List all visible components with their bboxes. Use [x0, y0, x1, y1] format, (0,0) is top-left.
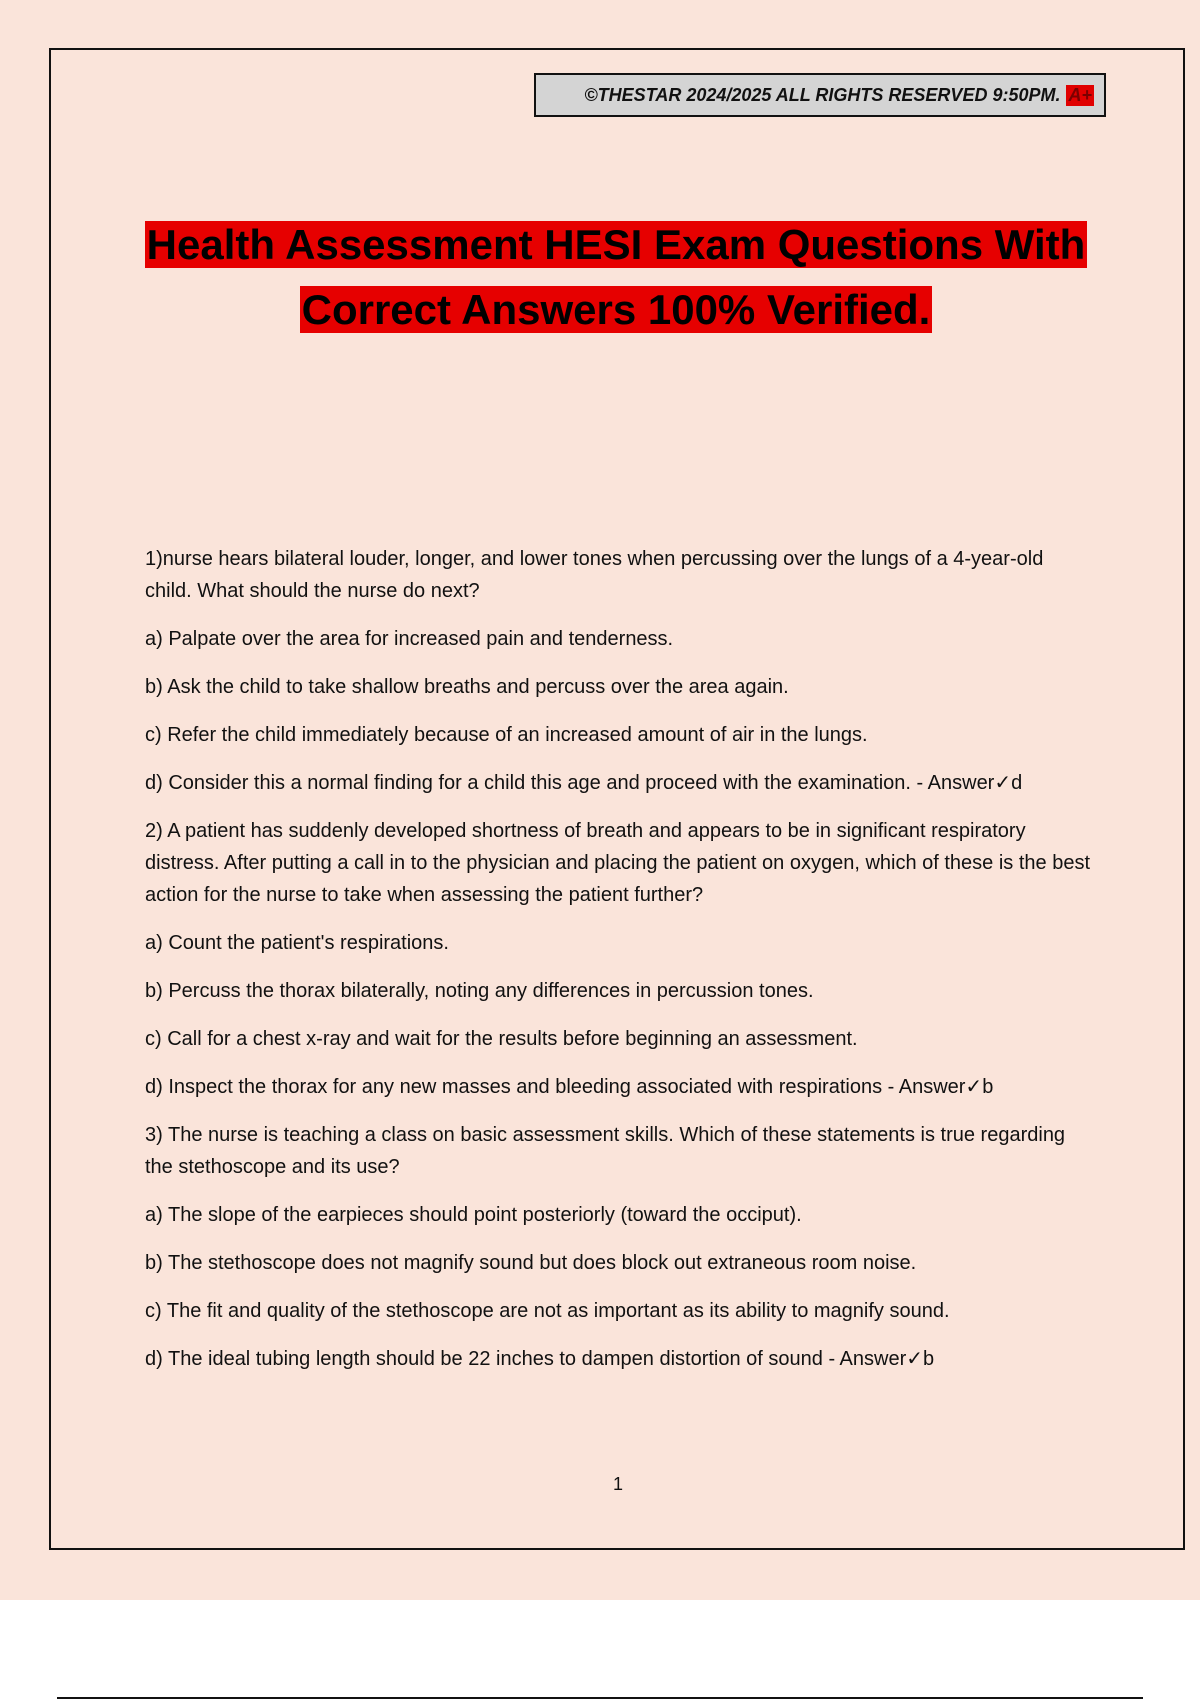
question-3-option-a: a) The slope of the earpieces should point posteriorly (toward the occiput). — [145, 1204, 802, 1226]
copyright-text: ©THESTAR 2024/2025 ALL RIGHTS RESERVED 9:50PM. — [584, 84, 1061, 105]
question-3-option-b: b) The stethoscope does not magnify sound but does block out extraneous room noise. — [145, 1252, 917, 1274]
title-line-2: Correct Answers 100% Verified. — [301, 286, 931, 333]
question-2-option-d: d) Inspect the thorax for any new masses and bleeding associated with respirations - Answer✓b — [145, 1076, 994, 1098]
grade-badge: A+ — [1068, 84, 1092, 105]
question-1-option-a: a) Palpate over the area for increased pain and tenderness. — [145, 628, 674, 650]
question-2-stem: 2) A patient has suddenly developed shortness of breath and appears to be in significant respiratory distress. After putting a call in to the physician and placing the patient on oxygen, which of these is the best action for the nurse to take when assessing the patient further? — [145, 820, 1091, 906]
question-3-option-c: c) The fit and quality of the stethoscope are not as important as its ability to magnify sound. — [145, 1300, 950, 1322]
document-title — [80, 212, 1152, 342]
title-line-1: Health Assessment HESI Exam Questions With — [146, 221, 1086, 268]
footer-divider — [57, 1697, 1143, 1699]
question-3-stem: 3) The nurse is teaching a class on basic assessment skills. Which of these statements is true regarding the stethoscope and its use? — [145, 1124, 1066, 1178]
question-2-option-c: c) Call for a chest x-ray and wait for the results before beginning an assessment. — [145, 1028, 858, 1050]
question-1-stem: 1)nurse hears bilateral louder, longer, and lower tones when percussing over the lungs of a 4-year-old child. What should the nurse do next? — [145, 548, 1044, 602]
copyright-header — [534, 73, 1106, 117]
question-3-option-d: d) The ideal tubing length should be 22 inches to dampen distortion of sound - Answer✓b — [145, 1348, 935, 1370]
question-list — [145, 543, 1095, 1391]
question-1-option-b: b) Ask the child to take shallow breaths and percuss over the area again. — [145, 676, 789, 698]
question-2-option-a: a) Count the patient's respirations. — [145, 932, 449, 954]
question-1-option-d: d) Consider this a normal finding for a child this age and proceed with the examination. - Answer✓d — [145, 772, 1023, 794]
question-2-option-b: b) Percuss the thorax bilaterally, noting any differences in percussion tones. — [145, 980, 814, 1002]
question-1-option-c: c) Refer the child immediately because of an increased amount of air in the lungs. — [145, 724, 868, 746]
page-number: 1 — [612, 1474, 623, 1494]
